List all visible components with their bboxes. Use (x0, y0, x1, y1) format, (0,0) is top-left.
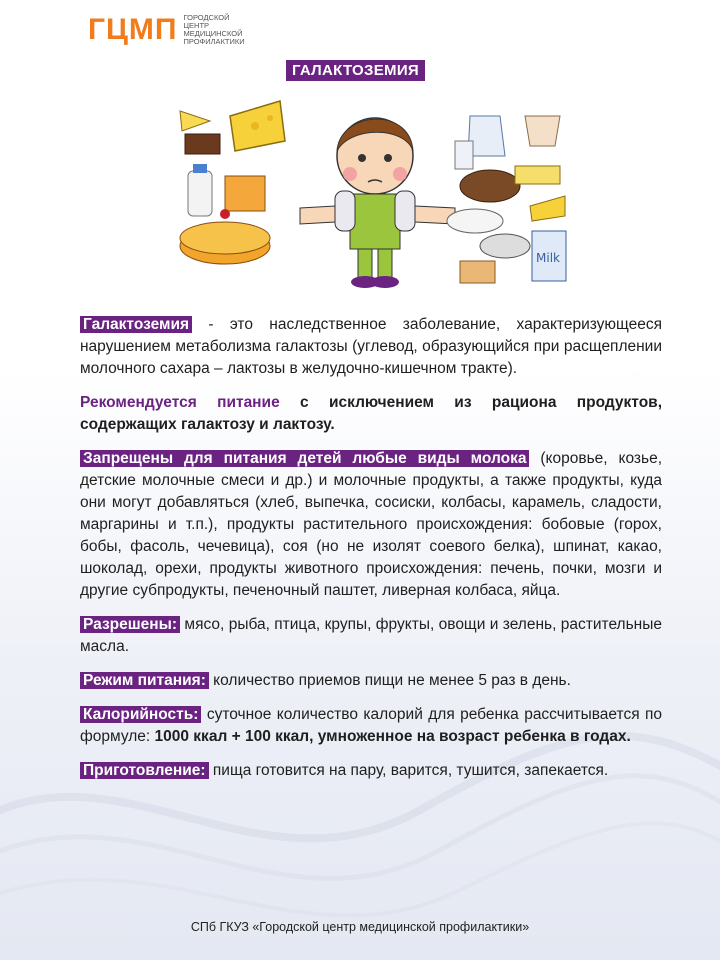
milk-label: Milk (536, 251, 560, 265)
milk-bottle-icon (188, 164, 212, 216)
yogurt-icon (225, 176, 265, 211)
recommendation-text: с исключением из рациона продуктов, содержащих галактозу и лактозу. (80, 394, 662, 433)
definition-paragraph (80, 314, 662, 380)
cake-icon (185, 134, 220, 154)
cooking-heading: Приготовление: (80, 762, 209, 779)
calories-text: суточное количество калорий для ребенка рассчитывается по формуле: (80, 706, 662, 745)
footer: СПб ГКУЗ «Городской центр медицинской профилактики» (190, 920, 530, 934)
allowed-text: мясо, рыба, птица, крупы, фрукты, овощи и зелень, растительные масла. (80, 616, 662, 655)
milk-carton-icon (532, 231, 566, 281)
prohibited-paragraph (80, 448, 662, 602)
prohibited-heading: Запрещены для питания детей любые виды молока (80, 450, 529, 467)
pitcher-icon (468, 116, 505, 156)
cooking-text: пища готовится на пару, варится, тушится, запекается. (208, 762, 609, 779)
boy-character (300, 118, 455, 288)
cheese-slice-icon (180, 111, 210, 131)
bowl-icon (460, 170, 520, 202)
cheese-piece-icon (530, 196, 565, 221)
logo-mark: ГЦМП (88, 13, 178, 46)
cup-icon (525, 116, 560, 146)
cheese-wheel-icon (180, 222, 270, 264)
bread-icon (460, 261, 495, 283)
bowl-with-yogurt-icon (480, 234, 530, 258)
meal-regime-paragraph (80, 670, 662, 692)
meal-regime-text: количество приемов пищи не менее 5 раз в день. (208, 672, 571, 689)
sour-cream-icon (447, 209, 503, 233)
meal-regime-heading: Режим питания: (80, 672, 209, 689)
calories-heading: Калорийность: (80, 706, 201, 723)
allowed-paragraph (80, 614, 662, 658)
illustration (170, 96, 580, 296)
recommendation-lead: Рекомендуется питание (80, 394, 280, 411)
prohibited-text: (коровье, козье, детские молочные смеси и др.) и молочные продукты, а также продукты, куда они могут добавляться (хлеб, выпечка, сосиски, колбасы, карамель, сладости, маргарины и т.п.), продукты растительного происхождения: бобовые (горох, бобы, фасоль, чечевица), соя (но не изолят соевого белка), шпинат, какао, шоколад, орехи, продукты животного происхождения: печень, почки, мозги и другие субпродукты, печеночный паштет, ливерная колбаса, яйца. (80, 450, 662, 599)
logo (88, 14, 253, 46)
recommendation-paragraph (80, 392, 662, 436)
cooking-paragraph (80, 760, 662, 782)
definition-text: - это наследственное заболевание, характеризующееся нарушением метаболизма галактозы (углевод, образующийся при расщеплении молочного сахара – лактозы в желудочно-кишечном тракте). (80, 316, 662, 377)
cheese-icon (230, 101, 285, 151)
article-body (80, 314, 662, 794)
logo-text: ГОРОДСКОЙ ЦЕНТР МЕДИЦИНСКОЙ ПРОФИЛАКТИКИ (183, 13, 245, 46)
calories-paragraph (80, 704, 662, 748)
page-title: ГАЛАКТОЗЕМИЯ (286, 60, 425, 81)
calories-formula: 1000 ккал + 100 ккал, умноженное на возраст ребенка в годах. (154, 728, 631, 745)
term-galactosemia: Галактоземия (80, 316, 192, 333)
cherry-icon (220, 209, 230, 219)
allowed-heading: Разрешены: (80, 616, 180, 633)
butter-icon (515, 166, 560, 184)
glass-icon (455, 141, 473, 169)
